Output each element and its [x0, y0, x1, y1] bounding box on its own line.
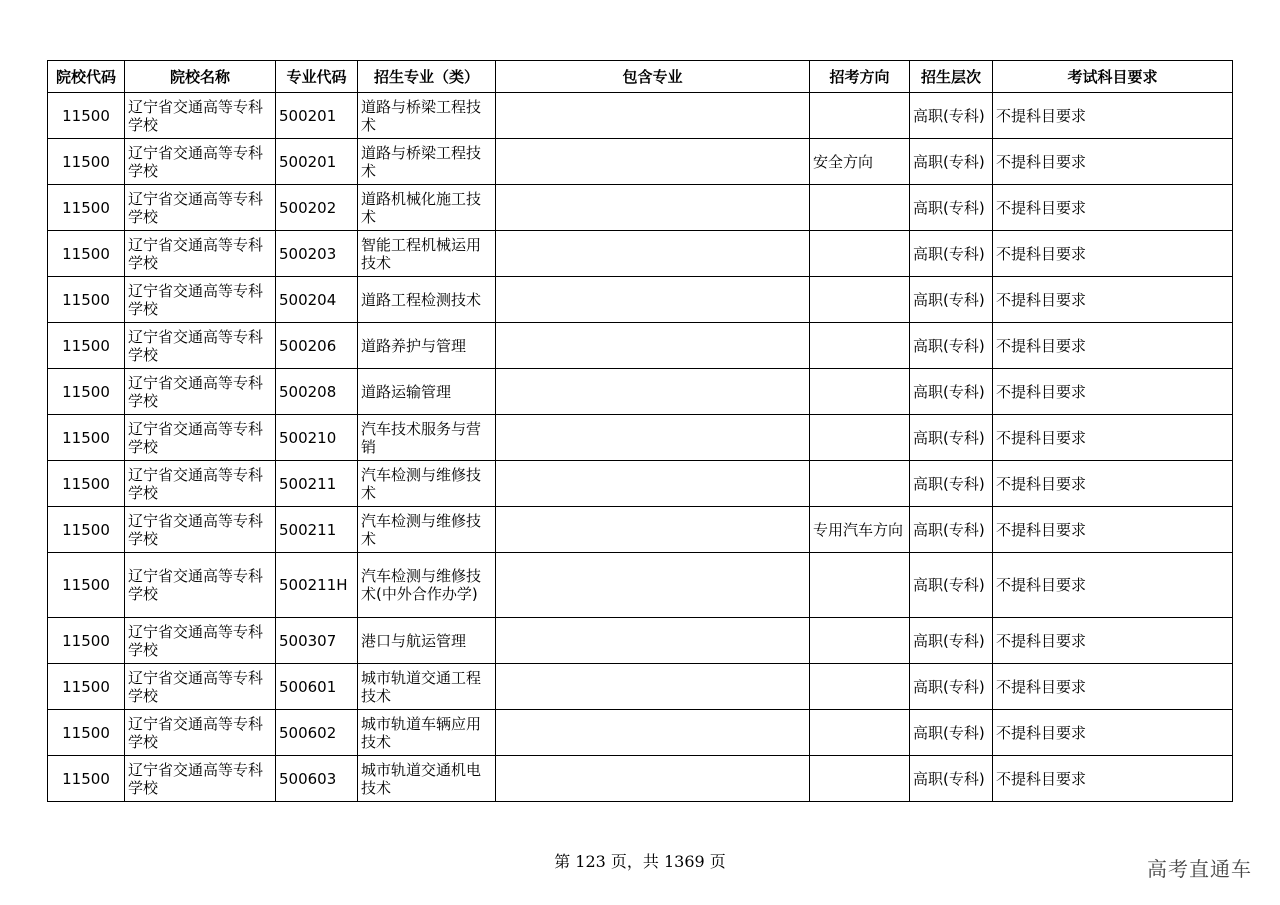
- cell-school-name: 辽宁省交通高等专科学校: [125, 710, 276, 756]
- cell-major: 城市轨道交通机电技术: [358, 756, 496, 802]
- cell-school-name: 辽宁省交通高等专科学校: [125, 415, 276, 461]
- cell-school-code: 11500: [48, 618, 125, 664]
- cell-school-code: 11500: [48, 507, 125, 553]
- header-direction: 招考方向: [810, 61, 910, 93]
- cell-requirement: 不提科目要求: [993, 231, 1233, 277]
- cell-includes: [496, 231, 810, 277]
- cell-requirement: 不提科目要求: [993, 553, 1233, 618]
- cell-major-code: 500603: [276, 756, 358, 802]
- cell-direction: [810, 277, 910, 323]
- cell-direction: [810, 553, 910, 618]
- header-school-code: 院校代码: [48, 61, 125, 93]
- cell-school-code: 11500: [48, 185, 125, 231]
- cell-requirement: 不提科目要求: [993, 618, 1233, 664]
- cell-major-code: 500211: [276, 507, 358, 553]
- cell-includes: [496, 756, 810, 802]
- cell-requirement: 不提科目要求: [993, 756, 1233, 802]
- table-row: [48, 756, 1233, 802]
- cell-school-name: 辽宁省交通高等专科学校: [125, 664, 276, 710]
- cell-direction: [810, 323, 910, 369]
- cell-direction: [810, 664, 910, 710]
- cell-direction: 专用汽车方向: [810, 507, 910, 553]
- header-major-code: 专业代码: [276, 61, 358, 93]
- cell-school-code: 11500: [48, 461, 125, 507]
- cell-level: 高职(专科): [910, 461, 993, 507]
- cell-level: 高职(专科): [910, 277, 993, 323]
- cell-major: 道路与桥梁工程技术: [358, 93, 496, 139]
- cell-major-code: 500601: [276, 664, 358, 710]
- cell-direction: [810, 185, 910, 231]
- cell-includes: [496, 185, 810, 231]
- cell-major: 城市轨道车辆应用技术: [358, 710, 496, 756]
- cell-direction: [810, 369, 910, 415]
- watermark: 高考直通车: [1147, 857, 1252, 881]
- cell-school-code: 11500: [48, 756, 125, 802]
- cell-includes: [496, 664, 810, 710]
- cell-direction: [810, 710, 910, 756]
- table-row: [48, 369, 1233, 415]
- cell-level: 高职(专科): [910, 618, 993, 664]
- cell-school-code: 11500: [48, 369, 125, 415]
- cell-level: 高职(专科): [910, 553, 993, 618]
- cell-major-code: 500202: [276, 185, 358, 231]
- cell-direction: [810, 93, 910, 139]
- cell-major-code: 500211: [276, 461, 358, 507]
- cell-level: 高职(专科): [910, 710, 993, 756]
- cell-major-code: 500602: [276, 710, 358, 756]
- table-row: [48, 710, 1233, 756]
- cell-school-code: 11500: [48, 710, 125, 756]
- table-row: [48, 93, 1233, 139]
- cell-major-code: 500210: [276, 415, 358, 461]
- cell-requirement: 不提科目要求: [993, 664, 1233, 710]
- header-includes: 包含专业: [496, 61, 810, 93]
- header-school-name: 院校名称: [125, 61, 276, 93]
- cell-direction: [810, 461, 910, 507]
- cell-requirement: 不提科目要求: [993, 277, 1233, 323]
- cell-school-name: 辽宁省交通高等专科学校: [125, 277, 276, 323]
- cell-school-code: 11500: [48, 553, 125, 618]
- cell-level: 高职(专科): [910, 323, 993, 369]
- cell-major: 汽车检测与维修技术: [358, 461, 496, 507]
- cell-major: 道路运输管理: [358, 369, 496, 415]
- cell-major: 汽车检测与维修技术(中外合作办学): [358, 553, 496, 618]
- cell-major: 智能工程机械运用技术: [358, 231, 496, 277]
- page-number: 第 123 页，共 1369 页: [554, 852, 726, 871]
- cell-school-code: 11500: [48, 139, 125, 185]
- cell-direction: [810, 415, 910, 461]
- cell-level: 高职(专科): [910, 507, 993, 553]
- cell-school-code: 11500: [48, 323, 125, 369]
- cell-requirement: 不提科目要求: [993, 710, 1233, 756]
- cell-school-code: 11500: [48, 277, 125, 323]
- cell-requirement: 不提科目要求: [993, 323, 1233, 369]
- table-row: [48, 664, 1233, 710]
- header-requirement: 考试科目要求: [993, 61, 1233, 93]
- cell-includes: [496, 93, 810, 139]
- cell-major-code: 500204: [276, 277, 358, 323]
- cell-major-code: 500201: [276, 139, 358, 185]
- cell-major-code: 500203: [276, 231, 358, 277]
- table-row: [48, 277, 1233, 323]
- cell-requirement: 不提科目要求: [993, 93, 1233, 139]
- cell-includes: [496, 369, 810, 415]
- cell-major-code: 500307: [276, 618, 358, 664]
- cell-includes: [496, 277, 810, 323]
- header-row: [48, 61, 1233, 93]
- cell-school-name: 辽宁省交通高等专科学校: [125, 231, 276, 277]
- cell-school-name: 辽宁省交通高等专科学校: [125, 93, 276, 139]
- cell-includes: [496, 710, 810, 756]
- cell-level: 高职(专科): [910, 185, 993, 231]
- cell-requirement: 不提科目要求: [993, 369, 1233, 415]
- cell-requirement: 不提科目要求: [993, 185, 1233, 231]
- cell-major: 道路与桥梁工程技术: [358, 139, 496, 185]
- table-row: [48, 461, 1233, 507]
- cell-includes: [496, 415, 810, 461]
- table-row: [48, 231, 1233, 277]
- cell-direction: [810, 756, 910, 802]
- cell-level: 高职(专科): [910, 664, 993, 710]
- cell-school-name: 辽宁省交通高等专科学校: [125, 139, 276, 185]
- cell-includes: [496, 139, 810, 185]
- cell-requirement: 不提科目要求: [993, 139, 1233, 185]
- cell-includes: [496, 618, 810, 664]
- cell-major: 汽车检测与维修技术: [358, 507, 496, 553]
- cell-direction: [810, 618, 910, 664]
- cell-school-code: 11500: [48, 93, 125, 139]
- cell-major-code: 500201: [276, 93, 358, 139]
- cell-level: 高职(专科): [910, 369, 993, 415]
- admissions-table: [47, 60, 1233, 802]
- table-row: [48, 323, 1233, 369]
- cell-school-code: 11500: [48, 231, 125, 277]
- cell-major-code: 500208: [276, 369, 358, 415]
- cell-level: 高职(专科): [910, 415, 993, 461]
- cell-level: 高职(专科): [910, 139, 993, 185]
- cell-major: 港口与航运管理: [358, 618, 496, 664]
- cell-major-code: 500211H: [276, 553, 358, 618]
- cell-level: 高职(专科): [910, 93, 993, 139]
- cell-major: 汽车技术服务与营销: [358, 415, 496, 461]
- cell-major: 道路工程检测技术: [358, 277, 496, 323]
- cell-school-name: 辽宁省交通高等专科学校: [125, 507, 276, 553]
- cell-school-name: 辽宁省交通高等专科学校: [125, 553, 276, 618]
- header-level: 招生层次: [910, 61, 993, 93]
- cell-school-code: 11500: [48, 415, 125, 461]
- cell-requirement: 不提科目要求: [993, 461, 1233, 507]
- cell-requirement: 不提科目要求: [993, 507, 1233, 553]
- cell-includes: [496, 553, 810, 618]
- cell-school-name: 辽宁省交通高等专科学校: [125, 323, 276, 369]
- header-major: 招生专业（类）: [358, 61, 496, 93]
- cell-includes: [496, 323, 810, 369]
- cell-requirement: 不提科目要求: [993, 415, 1233, 461]
- cell-major: 城市轨道交通工程技术: [358, 664, 496, 710]
- cell-school-code: 11500: [48, 664, 125, 710]
- cell-level: 高职(专科): [910, 756, 993, 802]
- cell-school-name: 辽宁省交通高等专科学校: [125, 185, 276, 231]
- table-row: [48, 415, 1233, 461]
- table-row: [48, 507, 1233, 553]
- cell-direction: [810, 231, 910, 277]
- cell-major: 道路养护与管理: [358, 323, 496, 369]
- cell-includes: [496, 507, 810, 553]
- cell-school-name: 辽宁省交通高等专科学校: [125, 369, 276, 415]
- table-row: [48, 139, 1233, 185]
- table-row: [48, 185, 1233, 231]
- cell-major-code: 500206: [276, 323, 358, 369]
- cell-includes: [496, 461, 810, 507]
- table-row: [48, 618, 1233, 664]
- cell-school-name: 辽宁省交通高等专科学校: [125, 756, 276, 802]
- table-row: [48, 553, 1233, 618]
- cell-level: 高职(专科): [910, 231, 993, 277]
- cell-school-name: 辽宁省交通高等专科学校: [125, 618, 276, 664]
- cell-school-name: 辽宁省交通高等专科学校: [125, 461, 276, 507]
- cell-direction: 安全方向: [810, 139, 910, 185]
- cell-major: 道路机械化施工技术: [358, 185, 496, 231]
